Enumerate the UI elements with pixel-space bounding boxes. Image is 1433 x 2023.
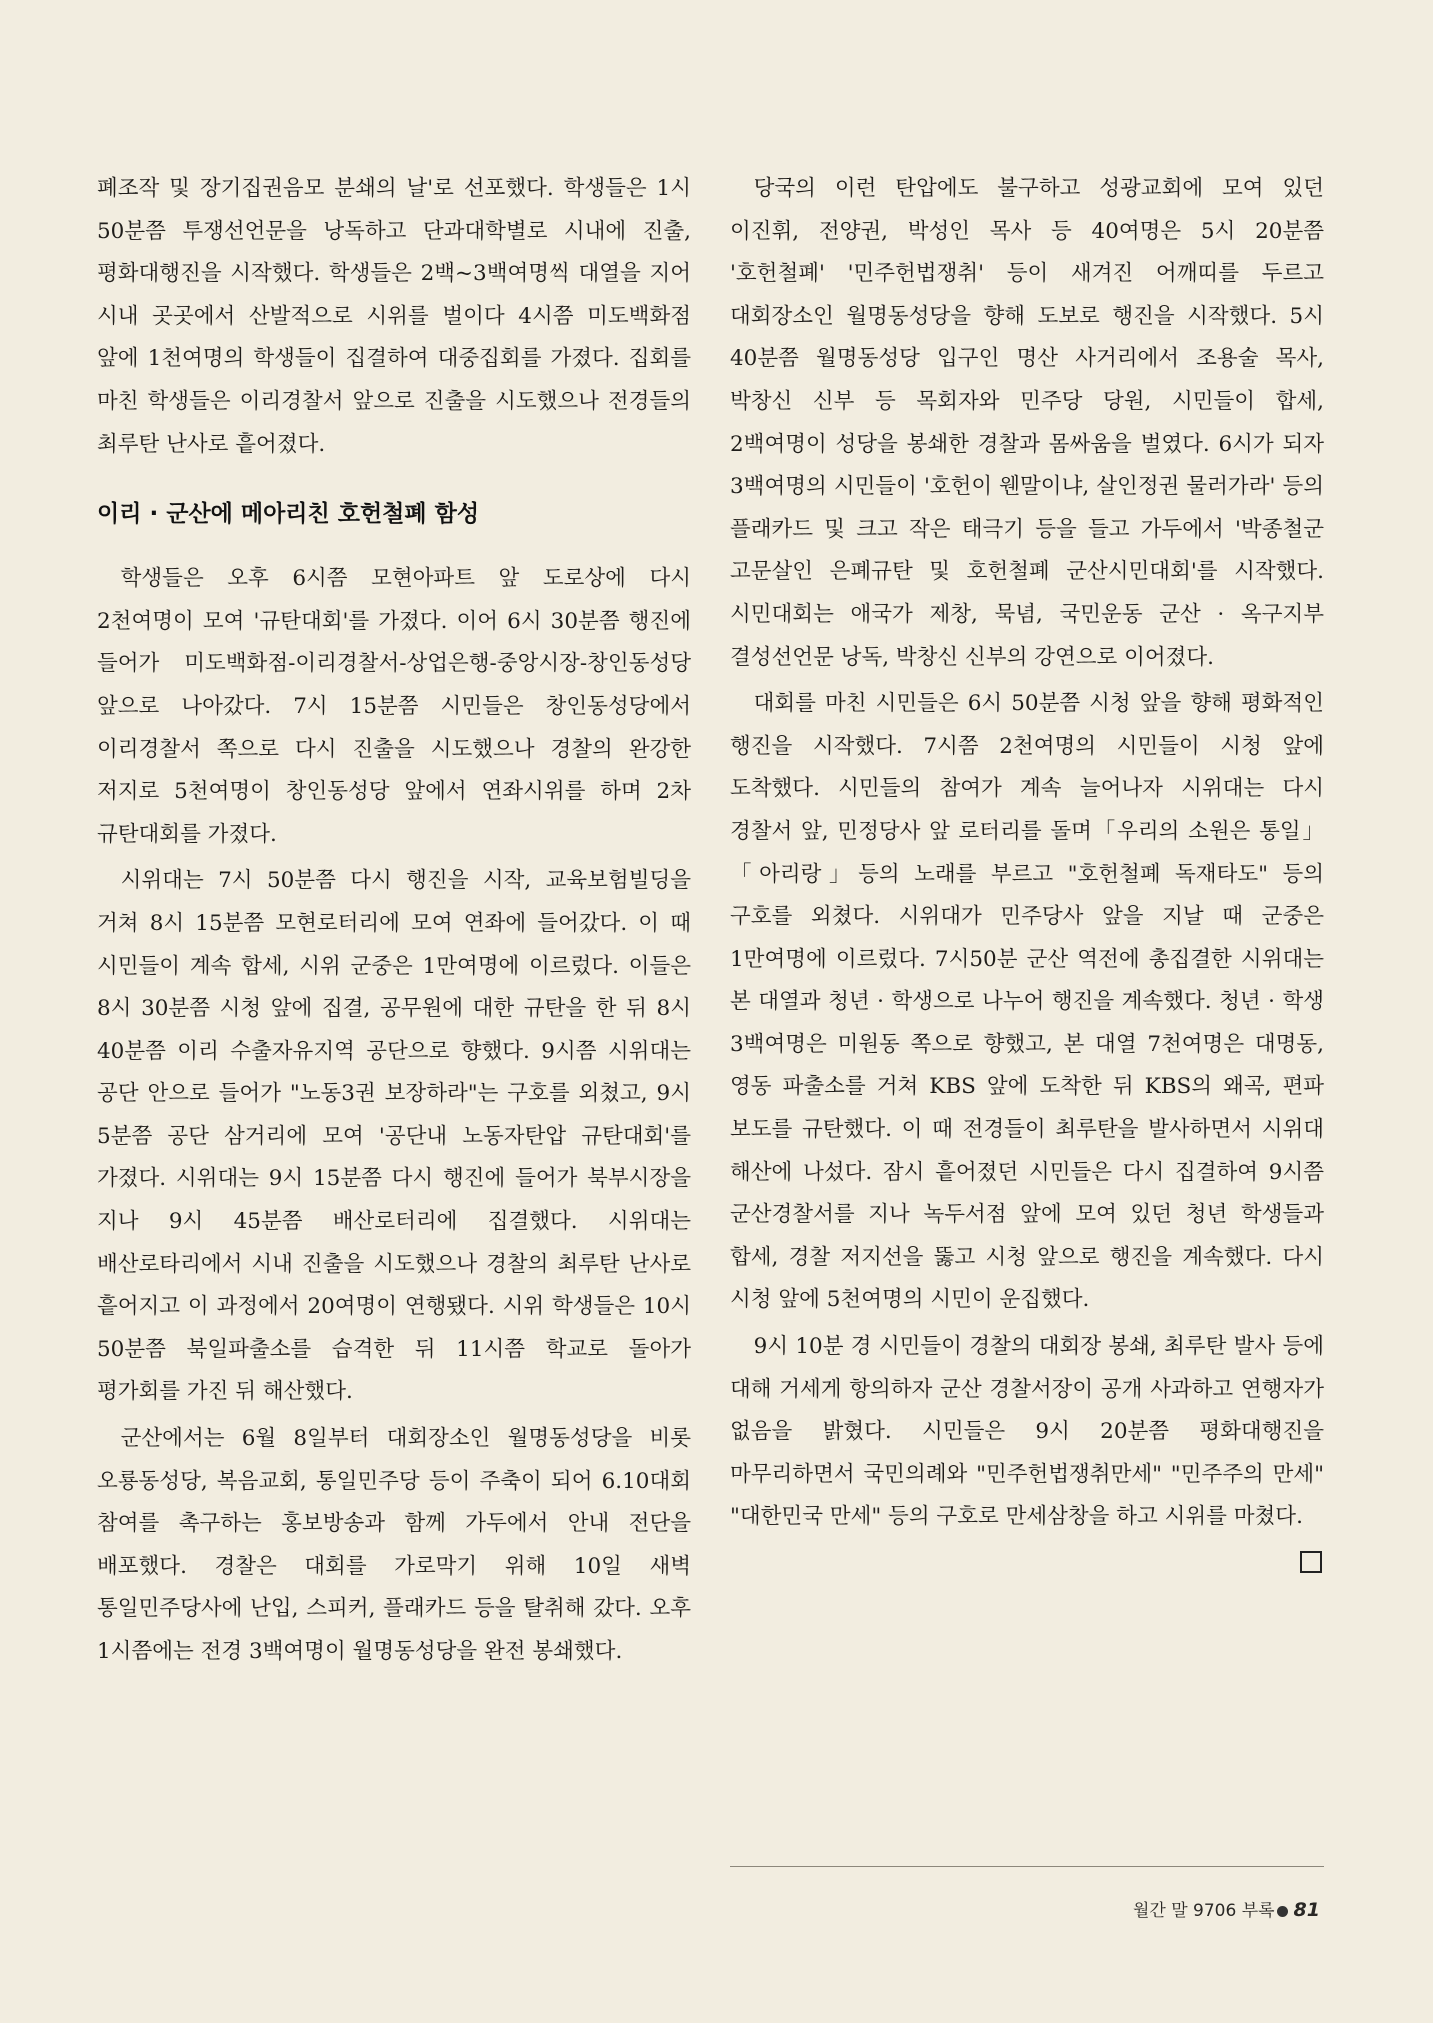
paragraph: 대회를 마친 시민들은 6시 50분쯤 시청 앞을 향해 평화적인 행진을 시작했다. 7시쯤 2천여명의 시민들이 시청 앞에 도착했다. 시민들의 참여가 계속 늘어나자 시위대는 다시 경찰서 앞, 민정당사 앞 로터리를 돌며「우리의 소원은 통일」「아리랑」등의 노래를 부르고 "호헌철폐 독재타도" 등의 구호를 외쳤다. 시위대가 민주당사 앞을 지날 때 군중은 1만여명에 이르렀다. 7시50분 군산 역전에 총집결한 시위대는 본 대열과 청년 · 학생으로 나누어 행진을 계속했다. 청년 · 학생 3백여명은 미원동 쪽으로 향했고, 본 대열 7천여명은 대명동, 영동 파출소를 거쳐 KBS 앞에 도착한 뒤 KBS의 왜곡, 편파 보도를 규탄했다. 이 때 전경들이 최루탄을 발사하면서 시위대 해산에 나섰다. 잠시 흩어졌던 시민들은 다시 집결하여 9시쯤 군산경찰서를 지나 녹두서점 앞에 모여 있던 청년 학생들과 합세, 경찰 저지선을 뚫고 시청 앞으로 행진을 계속했다. 다시 시청 앞에 5천여명의 시민이 운집했다. [730, 691, 1324, 1313]
left-column [97, 168, 691, 1678]
page-number: 81 [1293, 1899, 1320, 1921]
paragraph: 학생들은 오후 6시쯤 모현아파트 앞 도로상에 다시 2천여명이 모여 '규탄대회'를 가졌다. 이어 6시 30분쯤 행진에 들어가 미도백화점-이리경찰서-상업은행-중앙시장-창인동성당 앞으로 나아갔다. 7시 15분쯤 시민들은 창인동성당에서 이리경찰서 쪽으로 다시 진출을 시도했으나 경찰의 완강한 저지로 5천여명이 창인동성당 앞에서 연좌시위를 하며 2차 규탄대회를 가졌다. [97, 566, 691, 847]
footer-rule [730, 1866, 1324, 1867]
bullet-dot-icon [1277, 1906, 1288, 1917]
paragraph: 9시 10분 경 시민들이 경찰의 대회장 봉쇄, 최루탄 발사 등에 대해 거세게 항의하자 군산 경찰서장이 공개 사과하고 연행자가 없음을 밝혔다. 시민들은 9시 20분쯤 평화대행진을 마무리하면서 국민의례와 "민주헌법쟁취만세" "민주주의 만세" "대한민국 만세" 등의 구호로 만세삼창을 하고 시위를 마쳤다. [730, 1334, 1324, 1530]
end-of-article-mark [1300, 1551, 1322, 1573]
paragraph: 군산에서는 6월 8일부터 대회장소인 월명동성당을 비롯 오룡동성당, 복음교회, 통일민주당 등이 주축이 되어 6.10대회 참여를 촉구하는 홍보방송과 함께 가두에서 안내 전단을 배포했다. 경찰은 대회를 가로막기 위해 10일 새벽 통일민주당사에 난입, 스피커, 플래카드 등을 탈취해 갔다. 오후 1시쯤에는 전경 3백여명이 월명동성당을 완전 봉쇄했다. [97, 1426, 691, 1664]
paragraph: 당국의 이런 탄압에도 불구하고 성광교회에 모여 있던 이진휘, 전양권, 박성인 목사 등 40여명은 5시 20분쯤 '호헌철폐' '민주헌법쟁취' 등이 새겨진 어깨띠를 두르고 대회장소인 월명동성당을 향해 도보로 행진을 시작했다. 5시 40분쯤 월명동성당 입구인 명산 사거리에서 조용술 목사, 박창신 신부 등 목회자와 민주당 당원, 시민들이 합세, 2백여명이 성당을 봉쇄한 경찰과 몸싸움을 벌였다. 6시가 되자 3백여명의 시민들이 '호헌이 웬말이냐, 살인정권 물러가라' 등의 플래카드 및 크고 작은 태극기 등을 들고 가두에서 '박종철군 고문살인 은폐규탄 및 호헌철폐 군산시민대회'를 시작했다. 시민대회는 애국가 제창, 묵념, 국민운동 군산 · 옥구지부 결성선언문 낭독, 박창신 신부의 강연으로 이어졌다. [730, 176, 1324, 670]
paragraph: 시위대는 7시 50분쯤 다시 행진을 시작, 교육보험빌딩을 거쳐 8시 15분쯤 모현로터리에 모여 연좌에 들어갔다. 이 때 시민들이 계속 합세, 시위 군중은 1만여명에 이르렀다. 이들은 8시 30분쯤 시청 앞에 집결, 공무원에 대한 규탄을 한 뒤 8시 40분쯤 이리 수출자유지역 공단으로 향했다. 9시쯤 시위대는 공단 안으로 들어가 "노동3권 보장하라"는 구호를 외쳤고, 9시 5분쯤 공단 삼거리에 모여 '공단내 노동자탄압 규탄대회'를 가졌다. 시위대는 9시 15분쯤 다시 행진에 들어가 북부시장을 지나 9시 45분쯤 배산로터리에 집결했다. 시위대는 배산로타리에서 시내 진출을 시도했으나 경찰의 최루탄 난사로 흩어지고 이 과정에서 20여명이 연행됐다. 시위 학생들은 10시 50분쯤 북일파출소를 습격한 뒤 11시쯤 학교로 돌아가 평가회를 가진 뒤 해산했다. [97, 868, 691, 1405]
page-footer [1133, 1896, 1320, 1921]
publication-name: 월간 말 9706 부록 [1132, 1901, 1275, 1921]
paragraph: 폐조작 및 장기집권음모 분쇄의 날'로 선포했다. 학생들은 1시 50분쯤 투쟁선언문을 낭독하고 단과대학별로 시내에 진출, 평화대행진을 시작했다. 학생들은 2백~3백여명씩 대열을 지어 시내 곳곳에서 산발적으로 시위를 벌이다 4시쯤 미도백화점 앞에 1천여명의 학생들이 집결하여 대중집회를 가졌다. 집회를 마친 학생들은 이리경찰서 앞으로 진출을 시도했으나 전경들의 최루탄 난사로 흩어졌다. [97, 176, 691, 457]
right-column [730, 168, 1324, 1573]
section-heading: 이리 · 군산에 메아리친 호헌철폐 함성 [97, 501, 480, 528]
